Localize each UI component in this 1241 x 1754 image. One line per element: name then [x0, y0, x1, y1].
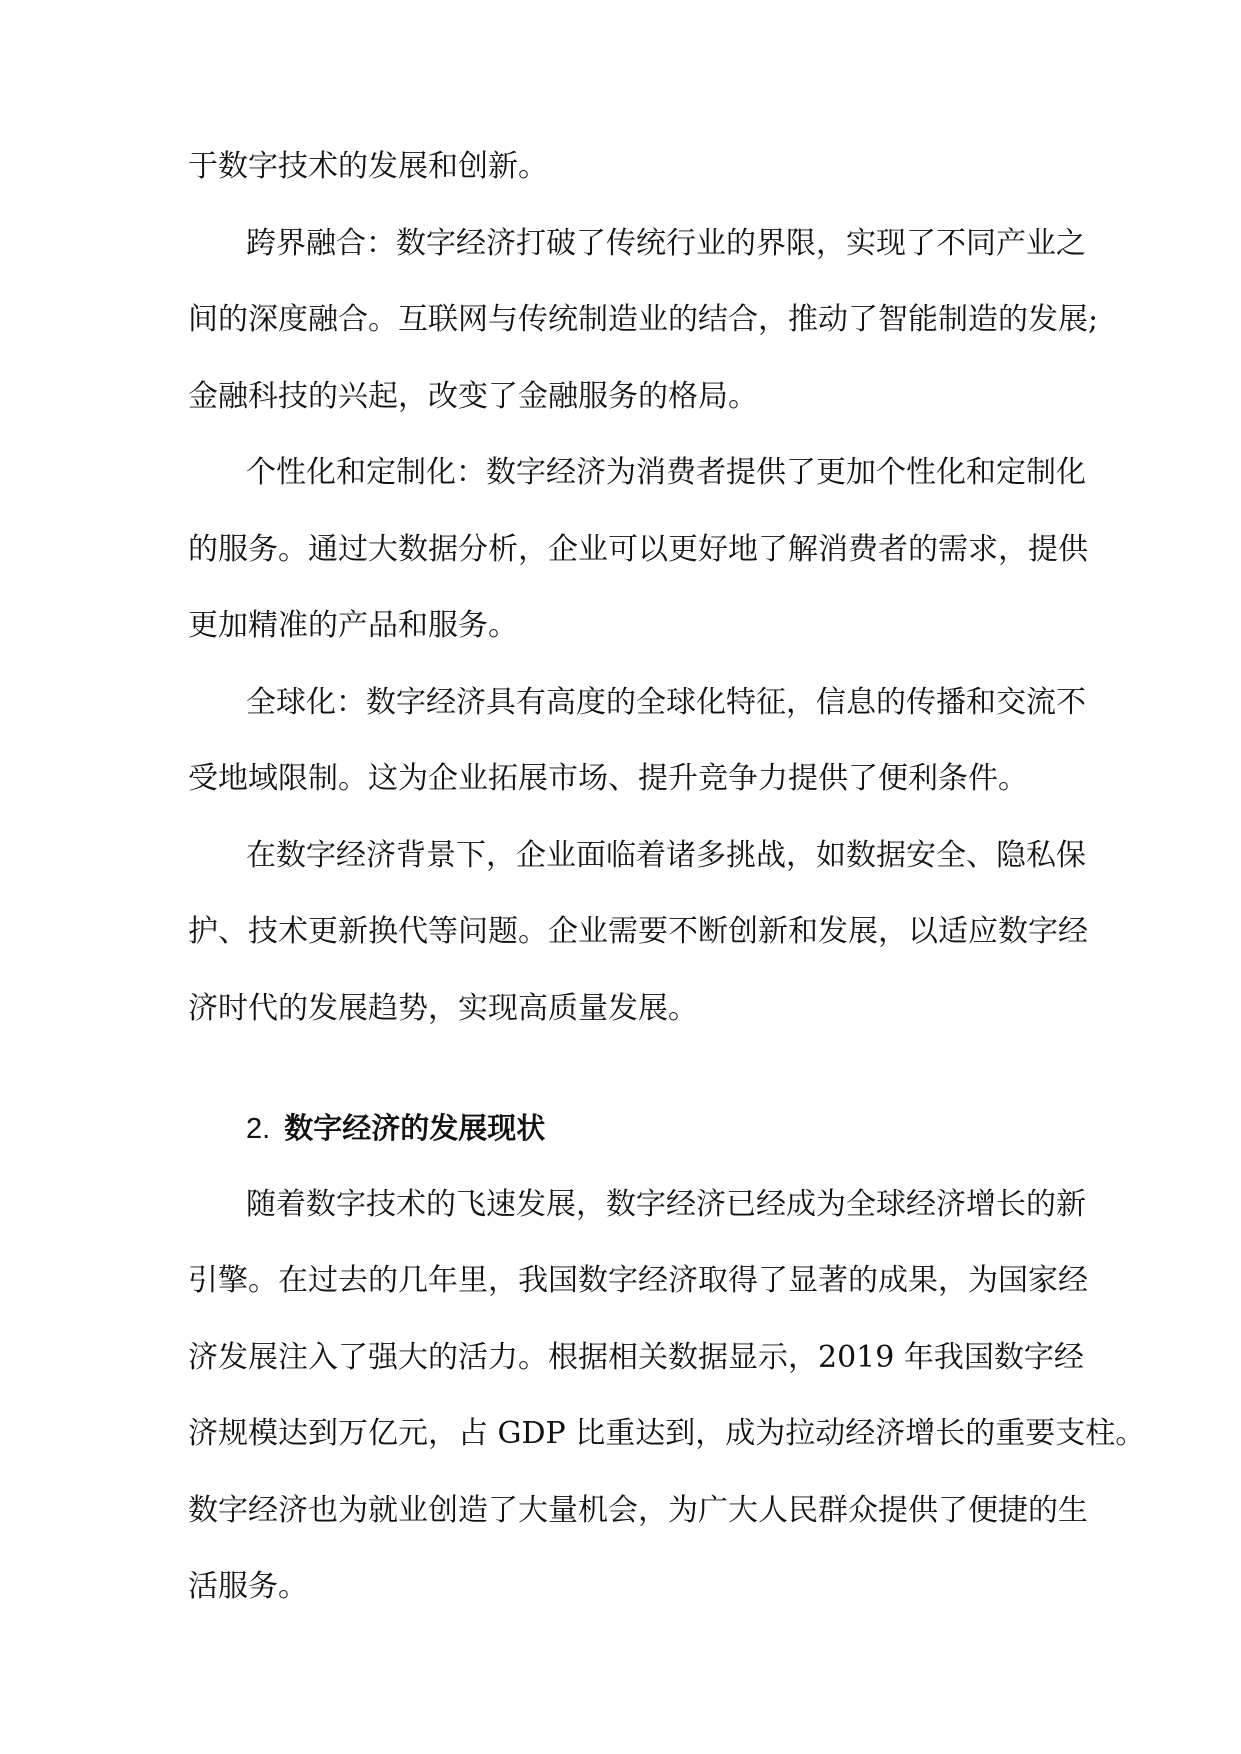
paragraph-personalization-line-2: 的服务。通过大数据分析，企业可以更好地了解消费者的需求，提供 [188, 531, 1088, 567]
paragraph-status-line-2: 引擎。在过去的几年里，我国数字经济取得了显著的成果，为国家经 [188, 1263, 1088, 1298]
paragraph-cross-border-line-3: 金融科技的兴起，改变了金融服务的格局。 [188, 378, 758, 414]
paragraph-personalization-line-1: 个性化和定制化：数字经济为消费者提供了更加个性化和定制化 [246, 455, 1086, 490]
paragraph-status-line-6: 活服务。 [188, 1569, 308, 1604]
paragraph-challenges-line-3: 济时代的发展趋势，实现高质量发展。 [188, 990, 698, 1026]
paragraph-continuation-line: 于数字技术的发展和创新。 [188, 149, 548, 184]
paragraph-status-line-1: 随着数字技术的飞速发展，数字经济已经成为全球经济增长的新 [246, 1186, 1086, 1222]
section-heading [188, 1106, 1068, 1183]
paragraph-status-line-3: 济发展注入了强大的活力。根据相关数据显示，2019 年我国数字经 [188, 1339, 1084, 1375]
paragraph-cross-border-line-2: 间的深度融合。互联网与传统制造业的结合，推动了智能制造的发展; [188, 302, 1099, 337]
paragraph-personalization-line-3: 更加精准的产品和服务。 [188, 608, 518, 643]
paragraph-challenges-line-1: 在数字经济背景下，企业面临着诸多挑战，如数据安全、隐私保 [246, 837, 1086, 873]
paragraph-cross-border-line-1: 跨界融合：数字经济打破了传统行业的界限，实现了不同产业之 [246, 225, 1086, 261]
paragraph-globalization-line-1: 全球化：数字经济具有高度的全球化特征，信息的传播和交流不 [246, 684, 1086, 720]
paragraph-challenges-line-2: 护、技术更新换代等问题。企业需要不断创新和发展，以适应数字经 [188, 914, 1088, 949]
section-number: 2. [246, 1113, 271, 1145]
paragraph-status-line-5: 数字经济也为就业创造了大量机会，为广大人民群众提供了便捷的生 [188, 1492, 1088, 1528]
paragraph-status-line-4: 济规模达到万亿元，占 GDP 比重达到，成为拉动经济增长的重要支柱。 [188, 1416, 1146, 1451]
body-text [188, 145, 1146, 1642]
paragraph-globalization-line-2: 受地域限制。这为企业拓展市场、提升竞争力提供了便利条件。 [188, 761, 1028, 796]
section-title: 数字经济的发展现状 [284, 1111, 546, 1145]
